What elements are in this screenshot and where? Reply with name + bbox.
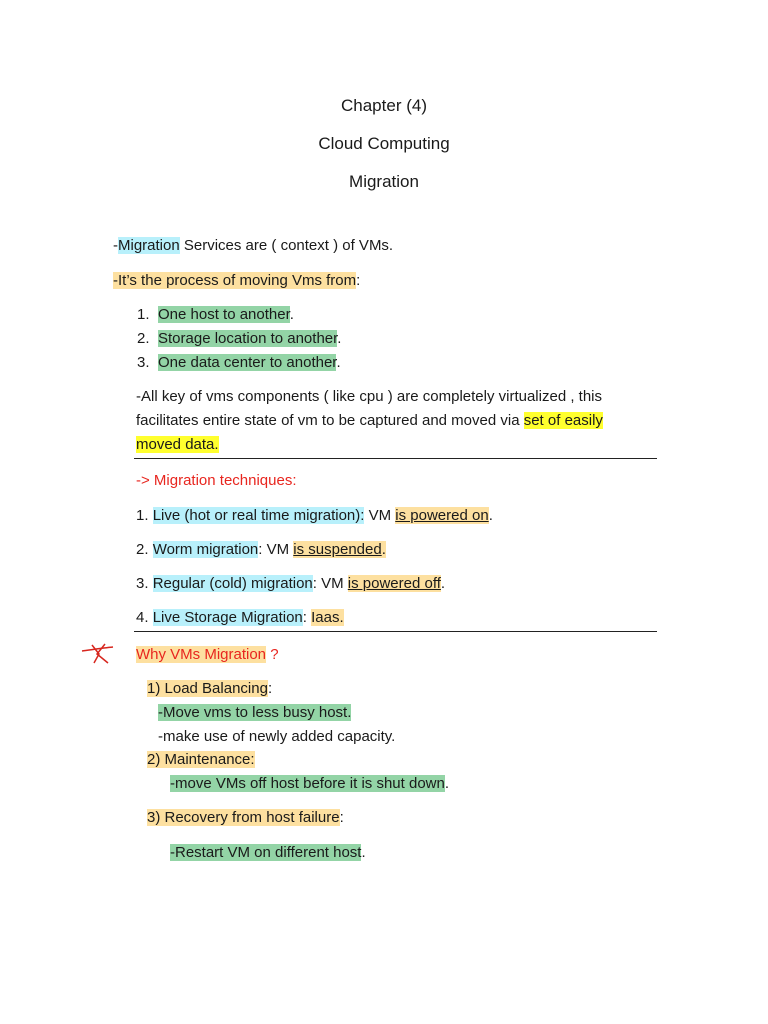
subject-title: Cloud Computing xyxy=(318,134,450,153)
migration-highlight: Migration xyxy=(118,237,180,254)
list-item: 3. One data center to another. xyxy=(137,354,341,371)
topic-title: Migration xyxy=(349,172,419,191)
divider xyxy=(134,458,657,459)
paragraph-line-3: moved data. xyxy=(136,436,219,453)
why-heading: Why VMs Migration ? xyxy=(136,646,279,663)
reason-load-balancing: 1) Load Balancing: xyxy=(147,680,273,697)
reason-maintenance: 2) Maintenance: xyxy=(147,751,255,768)
divider xyxy=(134,631,657,632)
technique-item: 3. Regular (cold) migration: VM is powered off. xyxy=(136,575,446,592)
chapter-title: Chapter (4) xyxy=(341,96,427,115)
reason-recovery: 3) Recovery from host failure: xyxy=(147,809,344,826)
reason-detail: -Move vms to less busy host. xyxy=(158,704,352,721)
list-item: 1. One host to another. xyxy=(137,306,294,323)
list-item: 2. Storage location to another. xyxy=(137,330,342,347)
reason-detail: -make use of newly added capacity. xyxy=(158,728,396,745)
technique-item: 2. Worm migration: VM is suspended. xyxy=(136,541,386,558)
reason-detail: -move VMs off host before it is shut down. xyxy=(170,775,450,792)
paragraph-line-2: facilitates entire state of vm to be captured and moved via set of easily xyxy=(136,412,603,429)
intro-line-1: -Migration Services are ( context ) of VMs. xyxy=(113,237,394,254)
paragraph-line-1: -All key of vms components ( like cpu ) are completely virtualized , this xyxy=(136,388,603,405)
red-handwritten-star-icon xyxy=(80,642,116,666)
technique-item: 1. Live (hot or real time migration): VM is powered on. xyxy=(136,507,493,524)
reason-detail: -Restart VM on different host. xyxy=(170,844,366,861)
technique-item: 4. Live Storage Migration: Iaas. xyxy=(136,609,344,626)
techniques-heading: -> Migration techniques: xyxy=(136,472,297,489)
intro-line-2: -It’s the process of moving Vms from: xyxy=(113,272,361,289)
